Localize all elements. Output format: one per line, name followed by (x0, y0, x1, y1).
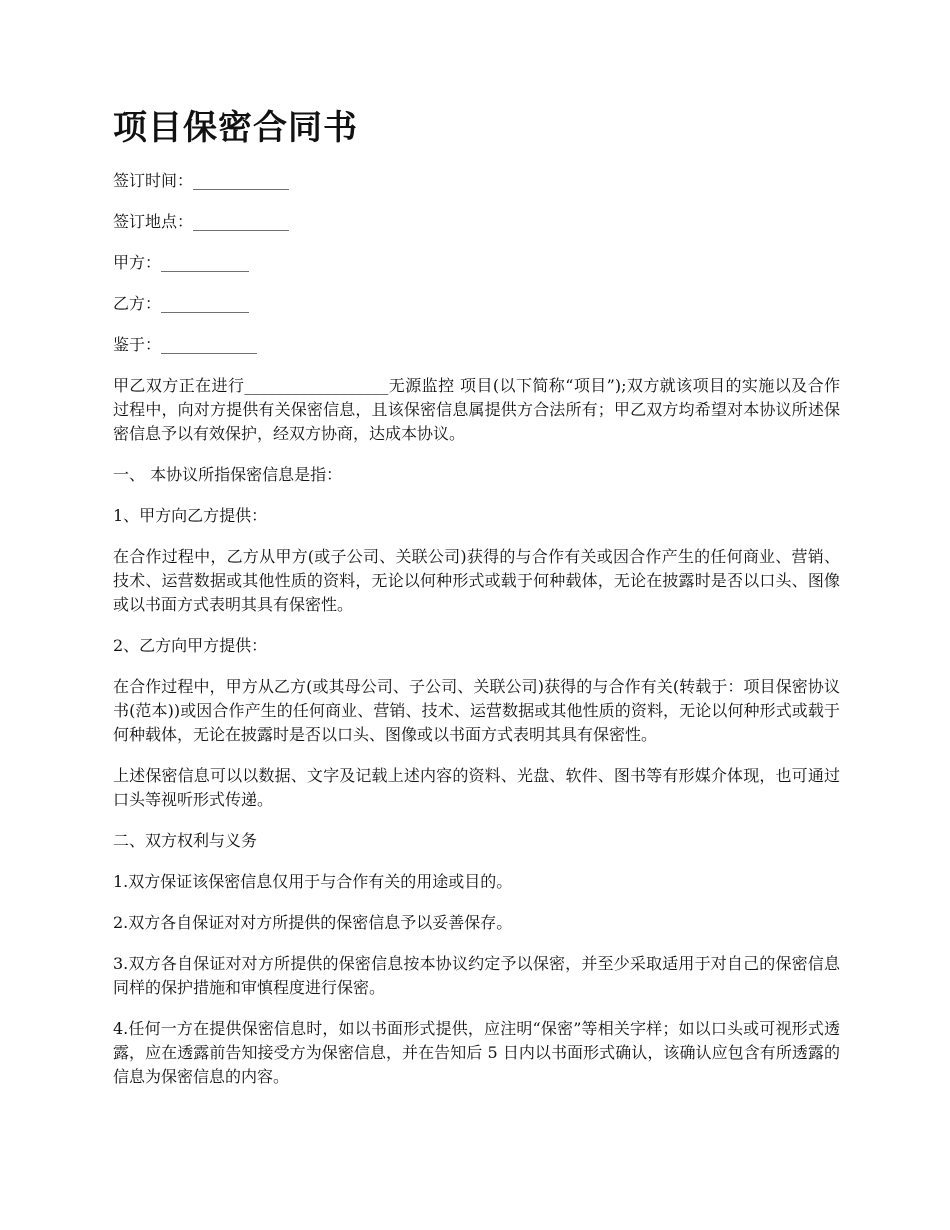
section-2-item-1: 1.双方保证该保密信息仅用于与合作有关的用途或目的。 (113, 871, 513, 891)
document-title: 项目保密合同书 (113, 108, 358, 148)
section-2-item-4: 4.任何一方在提供保密信息时，如以书面形式提供，应注明“保密”等相关字样；如以口头或可视形式透露，应在透露前告知接受方为保密信息，并在告知后 5 日内以书面形式确认，该确认应包含有所透露的信息为保密信息的内容。 (113, 1018, 840, 1086)
section-1-1-heading: 1、甲方向乙方提供： (113, 505, 268, 525)
intro-paragraph: 甲乙双方正在进行__________________无源监控 项目(以下简称“项目”);双方就该项目的实施以及合作过程中，向对方提供有关保密信息，且该保密信息属提供方合法所有；甲乙双方均希望对本协议所述保密信息予以有效保护，经双方协商，达成本协议。 (113, 375, 840, 443)
party-b-field: 乙方：___________ (113, 293, 250, 313)
document-page (113, 108, 840, 1106)
section-1-1-text: 在合作过程中，乙方从甲方(或子公司、关联公司)获得的与合作有关或因合作产生的任何商业、营销、技术、运营数据或其他性质的资料，无论以何种形式或载于何种载体，无论在披露时是否以口头、图像或以书面方式表明其具有保密性。 (113, 546, 840, 614)
party-a-field: 甲方：___________ (113, 252, 250, 272)
witness-field: 鉴于：____________ (113, 334, 258, 354)
section-2-heading: 二、双方权利与义务 (113, 830, 258, 850)
section-1-2-heading: 2、乙方向甲方提供： (113, 635, 268, 655)
sign-time-field: 签订时间：____________ (113, 170, 290, 190)
section-1-heading: 一、 本协议所指保密信息是指： (113, 464, 343, 484)
section-2-item-3: 3.双方各自保证对对方所提供的保密信息按本协议约定予以保密，并至少采取适用于对自己的保密信息同样的保护措施和审慎程度进行保密。 (113, 953, 840, 997)
section-1-2-text: 在合作过程中，甲方从乙方(或其母公司、子公司、关联公司)获得的与合作有关(转载于：项目保密协议书(范本))或因合作产生的任何商业、营销、技术、运营数据或其他性质的资料，无论以何种形式或载于何种载体，无论在披露时是否以口头、图像或以书面方式表明其具有保密性。 (113, 676, 840, 744)
section-1-note: 上述保密信息可以以数据、文字及记载上述内容的资料、光盘、软件、图书等有形媒介体现，也可通过口头等视听形式传递。 (113, 765, 840, 809)
section-2-item-2: 2.双方各自保证对对方所提供的保密信息予以妥善保存。 (113, 912, 513, 932)
sign-place-field: 签订地点：____________ (113, 211, 290, 231)
